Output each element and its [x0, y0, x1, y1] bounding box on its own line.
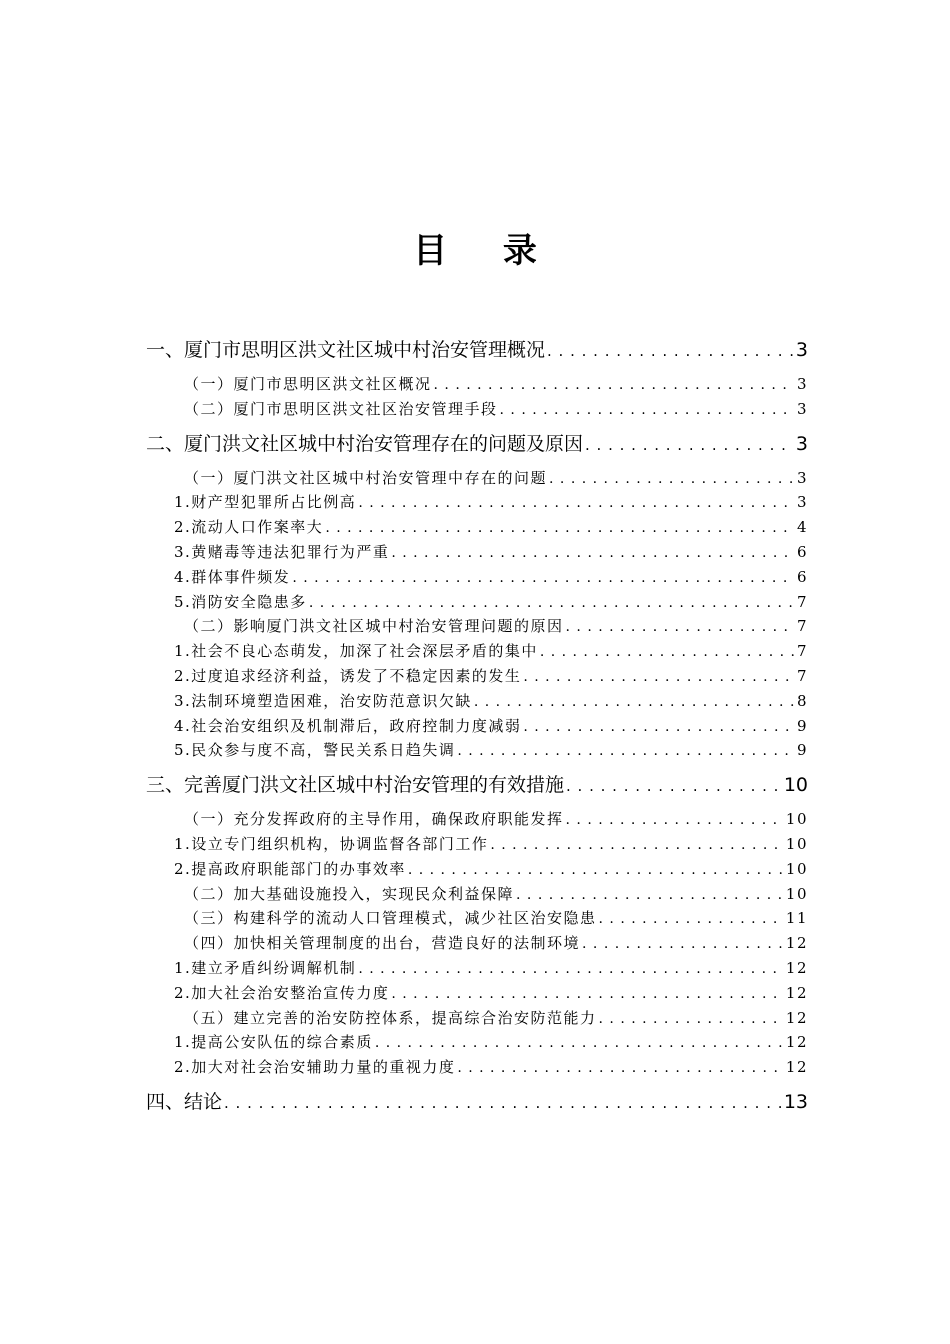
toc-entry	[146, 832, 808, 857]
toc-entry-page: 3	[796, 375, 808, 393]
toc-entry	[146, 1006, 808, 1031]
toc-entry-title: 2.加大社会治安整治宣传力度	[174, 983, 390, 1002]
toc-entry-page: 8	[796, 691, 808, 710]
toc-entry-page: 9	[796, 741, 808, 760]
toc-entry	[146, 689, 808, 714]
toc-entry-title: 四、结论	[146, 1090, 223, 1113]
toc-entry-page: 3	[796, 468, 808, 487]
toc-entry-title: （二）厦门市思明区洪文社区治安管理手段	[184, 399, 498, 418]
toc-entry-title: 2.加大对社会治安辅助力量的重视力度	[174, 1058, 456, 1077]
toc-entry-title: 一、厦门市思明区洪文社区城中村治安管理概况	[146, 339, 546, 361]
toc-entry-page: 9	[796, 716, 808, 735]
toc-entry-page: 3	[796, 493, 808, 512]
toc-entry-title: 1.社会不良心态萌发，加深了社会深层矛盾的集中	[174, 642, 538, 661]
toc-entry-page: 10	[785, 810, 808, 829]
toc-entry-title: 1.设立专门组织机构，协调监督各部门工作	[174, 834, 489, 853]
toc-entry-page: 10	[785, 834, 808, 853]
dot-leader	[540, 640, 794, 664]
toc-entry	[146, 882, 808, 907]
dot-leader	[224, 1090, 781, 1115]
toc-entry	[146, 540, 808, 565]
dot-leader	[599, 1007, 783, 1031]
toc-entry-title: （四）加快相关管理制度的出台，营造良好的法制环境	[184, 934, 581, 953]
toc-entry	[146, 639, 808, 664]
toc-entry-page: 3	[796, 399, 808, 418]
toc-entry	[146, 397, 808, 422]
toc-entry	[146, 1030, 808, 1055]
toc-entry	[146, 431, 808, 457]
toc-entry-page: 7	[796, 617, 808, 636]
toc-entry-page: 12	[785, 983, 808, 1002]
toc-entry-page: 10	[783, 774, 808, 797]
toc-entry	[146, 981, 808, 1006]
toc-entry-title: （一）厦门市思明区洪文社区概况	[184, 375, 432, 393]
dot-leader	[358, 491, 794, 515]
toc-entry	[146, 490, 808, 515]
dot-leader	[375, 1031, 783, 1055]
toc-entry-page: 12	[785, 958, 808, 977]
toc-entry	[146, 772, 808, 798]
toc-entry-page: 12	[785, 1008, 808, 1027]
toc-entry-title: 二、厦门洪文社区城中村治安管理存在的问题及原因	[146, 432, 584, 455]
dot-leader	[523, 665, 794, 689]
dot-leader	[391, 982, 783, 1006]
toc-entry	[146, 565, 808, 590]
toc-entry	[146, 906, 808, 931]
dot-leader	[516, 883, 783, 907]
toc-entry-title: （三）构建科学的流动人口管理模式，减少社区治安隐患	[184, 909, 597, 928]
dot-leader	[566, 773, 781, 798]
toc-entry	[146, 614, 808, 639]
toc-entry	[146, 515, 808, 540]
toc-entry-title: 3.黄赌毒等违法犯罪行为严重	[174, 542, 390, 561]
toc-entry-page: 12	[785, 1058, 808, 1077]
toc-entry	[146, 466, 808, 491]
dot-leader	[582, 932, 783, 956]
dot-leader	[474, 690, 794, 714]
toc-entry-page: 3	[795, 339, 808, 361]
toc-entry-title: 2.过度追求经济利益，诱发了不稳定因素的发生	[174, 666, 522, 685]
toc-entry-title: （二）加大基础设施投入，实现民众利益保障	[184, 884, 515, 903]
toc-entry-page: 12	[785, 934, 808, 953]
toc-entry-page: 11	[785, 909, 808, 928]
toc-entry-title: 1.建立矛盾纠纷调解机制	[174, 958, 357, 977]
toc-entry-title: 3.法制环境塑造困难，治安防范意识欠缺	[174, 691, 472, 710]
toc-entry	[146, 590, 808, 615]
toc-entry-title: 5.消防安全隐患多	[174, 592, 307, 611]
toc-entry	[146, 931, 808, 956]
dot-leader	[309, 591, 794, 615]
toc-entry	[146, 1055, 808, 1080]
dot-leader	[408, 858, 783, 882]
dot-leader	[547, 338, 793, 363]
toc-entry-title: （五）建立完善的治安防控体系，提高综合治安防范能力	[184, 1008, 597, 1027]
dot-leader	[500, 398, 794, 422]
toc-entry	[146, 807, 808, 832]
toc-entry-title: 5.民众参与度不高，警民关系日趋失调	[174, 741, 456, 760]
toc-entry-page: 6	[796, 567, 808, 586]
page-title: 目 录	[413, 231, 559, 271]
dot-leader	[523, 715, 794, 739]
toc-entry-title: 2.提高政府职能部门的办事效率	[174, 859, 406, 878]
toc-entry-page: 7	[796, 666, 808, 685]
toc-entry-title: 4.社会治安组织及机制滞后，政府控制力度减弱	[174, 716, 522, 735]
toc-entry-title: （二）影响厦门洪文社区城中村治安管理问题的原因	[184, 617, 564, 636]
table-of-contents	[146, 337, 808, 1124]
dot-leader	[490, 833, 783, 857]
toc-entry-page: 10	[785, 884, 808, 903]
toc-entry-title: 三、完善厦门洪文社区城中村治安管理的有效措施	[146, 774, 565, 797]
toc-entry-title: 1.财产型犯罪所占比例高	[174, 493, 357, 512]
dot-leader	[434, 373, 794, 397]
toc-entry	[146, 714, 808, 739]
toc-entry	[146, 857, 808, 882]
dot-leader	[566, 808, 783, 832]
toc-entry	[146, 337, 808, 363]
toc-entry-page: 7	[796, 592, 808, 611]
toc-entry-title: （一）充分发挥政府的主导作用，确保政府职能发挥	[184, 810, 564, 829]
toc-entry-title: 2.流动人口作案率大	[174, 518, 324, 537]
dot-leader	[292, 566, 794, 590]
toc-entry-page: 4	[796, 518, 808, 537]
toc-entry-page: 10	[785, 859, 808, 878]
toc-entry-page: 3	[795, 432, 808, 455]
dot-leader	[358, 957, 783, 981]
dot-leader	[457, 1056, 783, 1080]
toc-entry	[146, 372, 808, 397]
toc-entry-title: 4.群体事件频发	[174, 567, 291, 586]
toc-entry-title: （一）厦门洪文社区城中村治安管理中存在的问题	[184, 468, 548, 487]
toc-entry-page: 12	[785, 1033, 808, 1052]
toc-entry	[146, 956, 808, 981]
toc-entry	[146, 1089, 808, 1115]
toc-entry-page: 13	[783, 1090, 808, 1113]
toc-entry-page: 7	[796, 642, 808, 661]
toc-entry	[146, 664, 808, 689]
dot-leader	[566, 615, 794, 639]
dot-leader	[325, 516, 794, 540]
toc-entry	[146, 738, 808, 763]
dot-leader	[549, 467, 794, 491]
toc-entry-title: 1.提高公安队伍的综合素质	[174, 1033, 373, 1052]
dot-leader	[599, 907, 783, 931]
dot-leader	[585, 432, 793, 457]
dot-leader	[391, 541, 794, 565]
dot-leader	[457, 739, 794, 763]
toc-entry-page: 6	[796, 542, 808, 561]
